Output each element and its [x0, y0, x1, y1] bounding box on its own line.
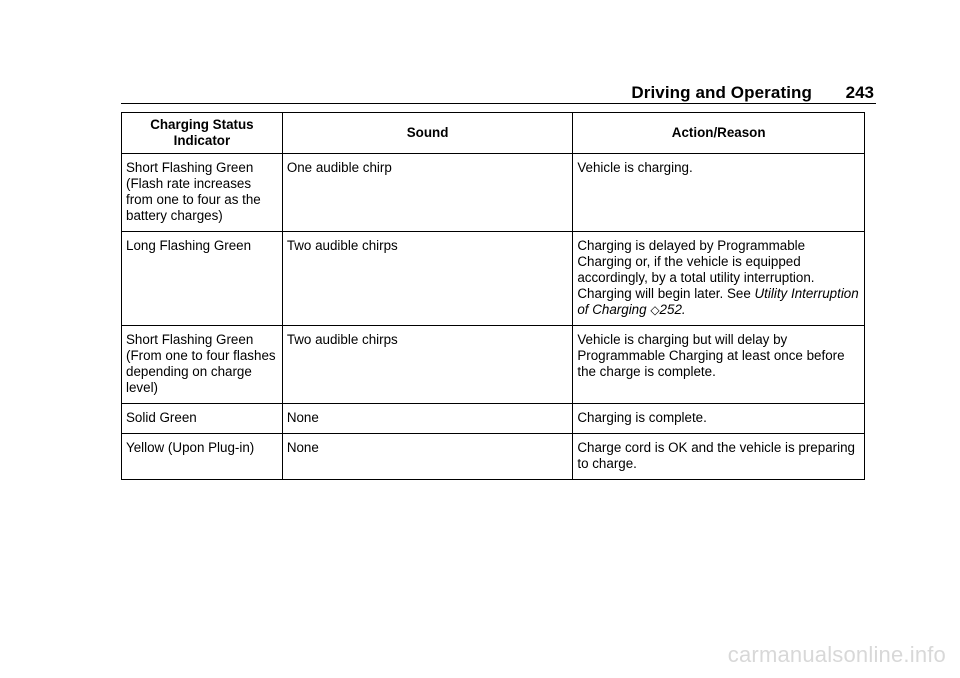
table-row — [122, 434, 865, 480]
watermark: carmanualsonline.info — [727, 642, 946, 667]
sound-cell: Two audible chirps — [282, 326, 573, 404]
action-cell — [573, 232, 865, 326]
page-number: 243 — [845, 83, 874, 102]
indicator-cell: Solid Green — [122, 404, 283, 434]
indicator-cell: Short Flashing Green (Flash rate increases from one to four as the battery charges) — [122, 154, 283, 232]
sound-cell: None — [282, 404, 573, 434]
table-row — [122, 404, 865, 434]
action-cell: Charging is complete. — [573, 404, 865, 434]
indicator-cell: Long Flashing Green — [122, 232, 283, 326]
cross-reference-page[interactable]: 252. — [659, 302, 686, 317]
charging-indicator-table — [121, 112, 865, 480]
table-header-row — [122, 113, 865, 154]
table-row — [122, 232, 865, 326]
sound-cell: Two audible chirps — [282, 232, 573, 326]
column-header-action: Action/Reason — [573, 113, 865, 154]
page-reference-icon: ◇ — [650, 303, 660, 317]
header-divider — [121, 103, 876, 104]
cross-reference-link[interactable]: Utility Interruption of Charging — [577, 286, 859, 317]
sound-cell: None — [282, 434, 573, 480]
column-header-sound: Sound — [282, 113, 573, 154]
action-cell: Vehicle is charging but will delay by Programmable Charging at least once before the charge is complete. — [573, 326, 865, 404]
table-row — [122, 326, 865, 404]
action-cell: Charge cord is OK and the vehicle is preparing to charge. — [573, 434, 865, 480]
action-cell: Vehicle is charging. — [573, 154, 865, 232]
page-header — [0, 80, 874, 104]
table-row — [122, 154, 865, 232]
column-header-indicator: Charging Status Indicator — [122, 113, 283, 154]
action-text: Charging is delayed by Programmable Charging or, if the vehicle is equipped accordingly, by a total utility interruption. Charging will begin later. See — [577, 238, 815, 301]
indicator-cell: Yellow (Upon Plug-in) — [122, 434, 283, 480]
sound-cell: One audible chirp — [282, 154, 573, 232]
section-title: Driving and Operating — [631, 83, 812, 102]
indicator-cell: Short Flashing Green (From one to four flashes depending on charge level) — [122, 326, 283, 404]
